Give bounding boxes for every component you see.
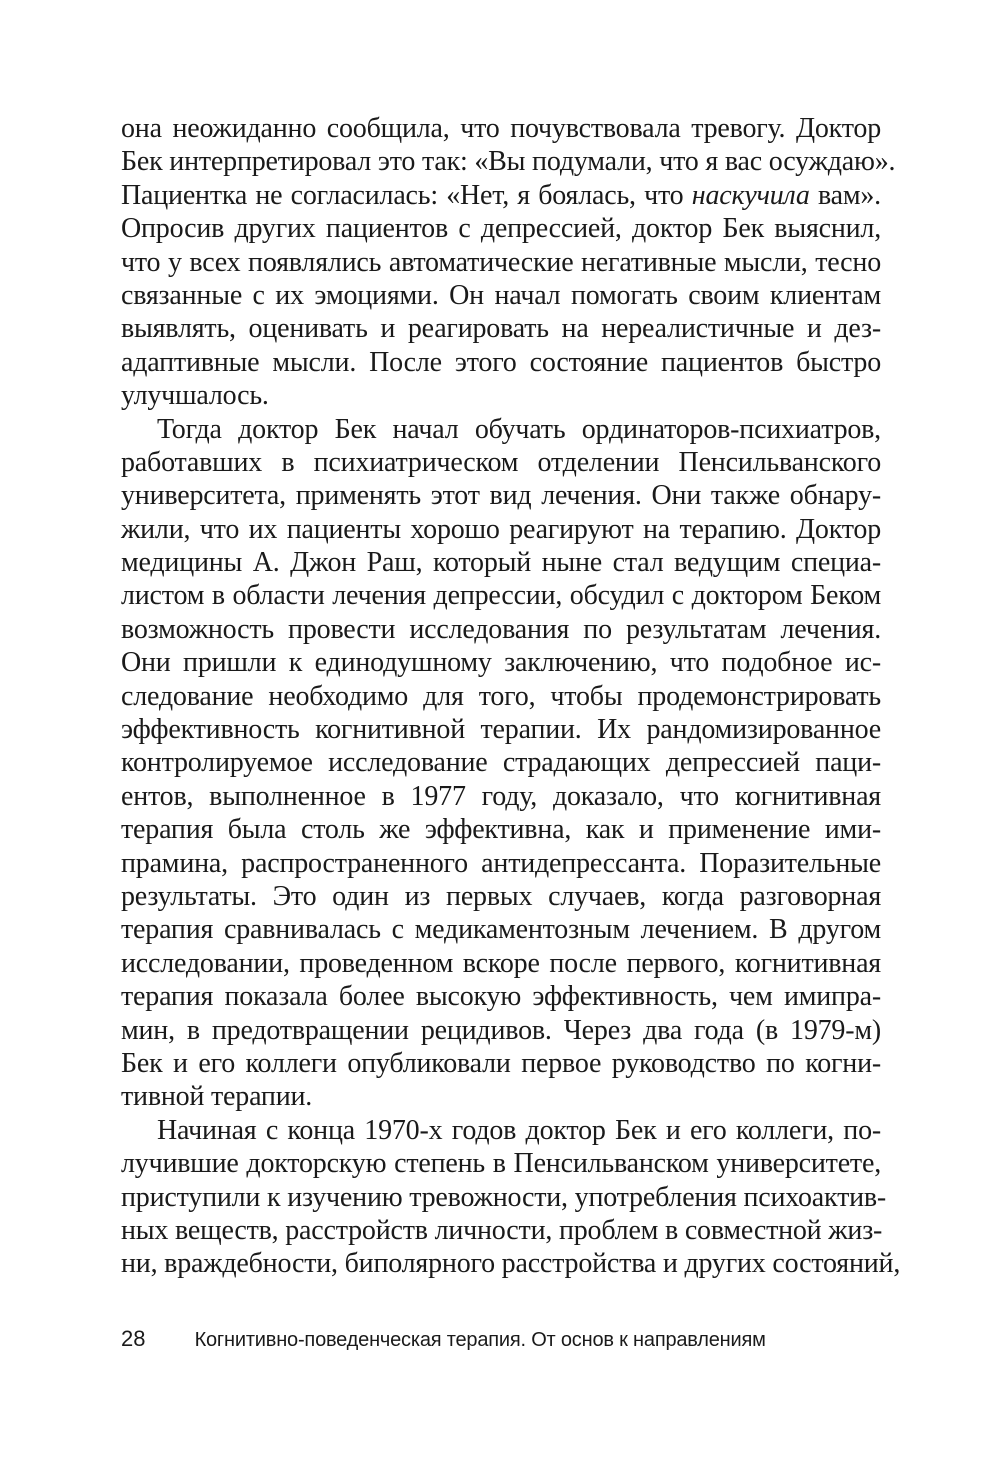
paragraph [121, 112, 896, 413]
text-line: улучшалось. [121, 380, 269, 412]
text-line: жили, что их пациенты хорошо реагируют на терапию. Доктор [121, 513, 881, 545]
text-line: медицины А. Джон Раш, который ныне стал ведущим специа- [121, 547, 881, 579]
text-line: Бек и его коллеги опубликовали первое руководство по когни- [121, 1047, 881, 1079]
emphasized-word: наскучила [691, 179, 810, 211]
text-line: Они пришли к единодушному заключению, что подобное ис- [121, 647, 881, 679]
text-segment: вам». [809, 179, 881, 211]
text-line: результаты. Это один из первых случаев, когда разговорная [121, 880, 881, 912]
text-line: эффективность когнитивной терапии. Их рандомизированное [121, 714, 881, 746]
text-line: университета, применять этот вид лечения. Они также обнару- [121, 480, 881, 512]
running-title: Когнитивно-поведенческая терапия. От основ к направлениям [194, 1329, 766, 1351]
text-line: терапия была столь же эффективна, как и применение ими- [121, 814, 881, 846]
page-footer [121, 1326, 766, 1352]
text-line: работавших в психиатрическом отделении Пенсильванского [121, 446, 881, 478]
text-segment: Пациентка не согласилась: «Нет, я боялась, что [121, 179, 692, 211]
text-line: Бек интерпретировал это так: «Вы подумали, что я вас осуждаю». [121, 146, 896, 178]
text-line: адаптивные мысли. После этого состояние пациентов быстро [121, 346, 881, 378]
text-line: листом в области лечения депрессии, обсудил с доктором Беком [121, 580, 881, 612]
text-line: исследовании, проведенном вскоре после первого, когнитивная [121, 947, 881, 979]
text-line: ных веществ, расстройств личности, проблем в совместной жиз- [121, 1214, 883, 1246]
text-line: следование необходимо для того, чтобы продемонстрировать [121, 680, 881, 712]
text-line: прамина, распространенного антидепрессанта. Поразительные [121, 847, 881, 879]
text-line: ни, враждебности, биполярного расстройства и других состояний, [121, 1248, 901, 1280]
text-line: терапия показала более высокую эффективность, чем имипра- [121, 981, 881, 1013]
text-line: Начиная с конца 1970-х годов доктор Бек и его коллеги, по- [157, 1114, 881, 1146]
text-line: Опросив других пациентов с депрессией, доктор Бек выяснил, [121, 213, 881, 245]
text-line: терапия сравнивалась с медикаментозным лечением. В другом [121, 914, 881, 946]
text-line: мин, в предотвращении рецидивов. Через два года (в 1979-м) [121, 1014, 881, 1046]
text-line [121, 179, 881, 212]
text-line: приступили к изучению тревожности, употребления психоактив- [121, 1181, 887, 1213]
text-line: возможность провести исследования по результатам лечения. [121, 613, 881, 645]
paragraph [121, 1114, 901, 1281]
text-line: лучившие докторскую степень в Пенсильванском университете, [121, 1148, 881, 1180]
text-line: ентов, выполненное в 1977 году, доказало, что когнитивная [121, 780, 881, 812]
text-line: связанные с их эмоциями. Он начал помогать своим клиентам [121, 279, 881, 311]
text-line: тивной терапии. [121, 1081, 313, 1113]
text-line: она неожиданно сообщила, что почувствовала тревогу. Доктор [121, 113, 881, 144]
body-text [121, 112, 901, 1281]
text-line: выявлять, оценивать и реагировать на нереалистичные и дез- [121, 313, 881, 345]
paragraph [121, 413, 881, 1114]
text-line: Тогда доктор Бек начал обучать ординаторов-психиатров, [157, 413, 881, 445]
text-line: что у всех появлялись автоматические негативные мысли, тесно [121, 246, 881, 278]
page-number: 28 [121, 1326, 146, 1351]
text-line: контролируемое исследование страдающих депрессией паци- [121, 747, 881, 779]
